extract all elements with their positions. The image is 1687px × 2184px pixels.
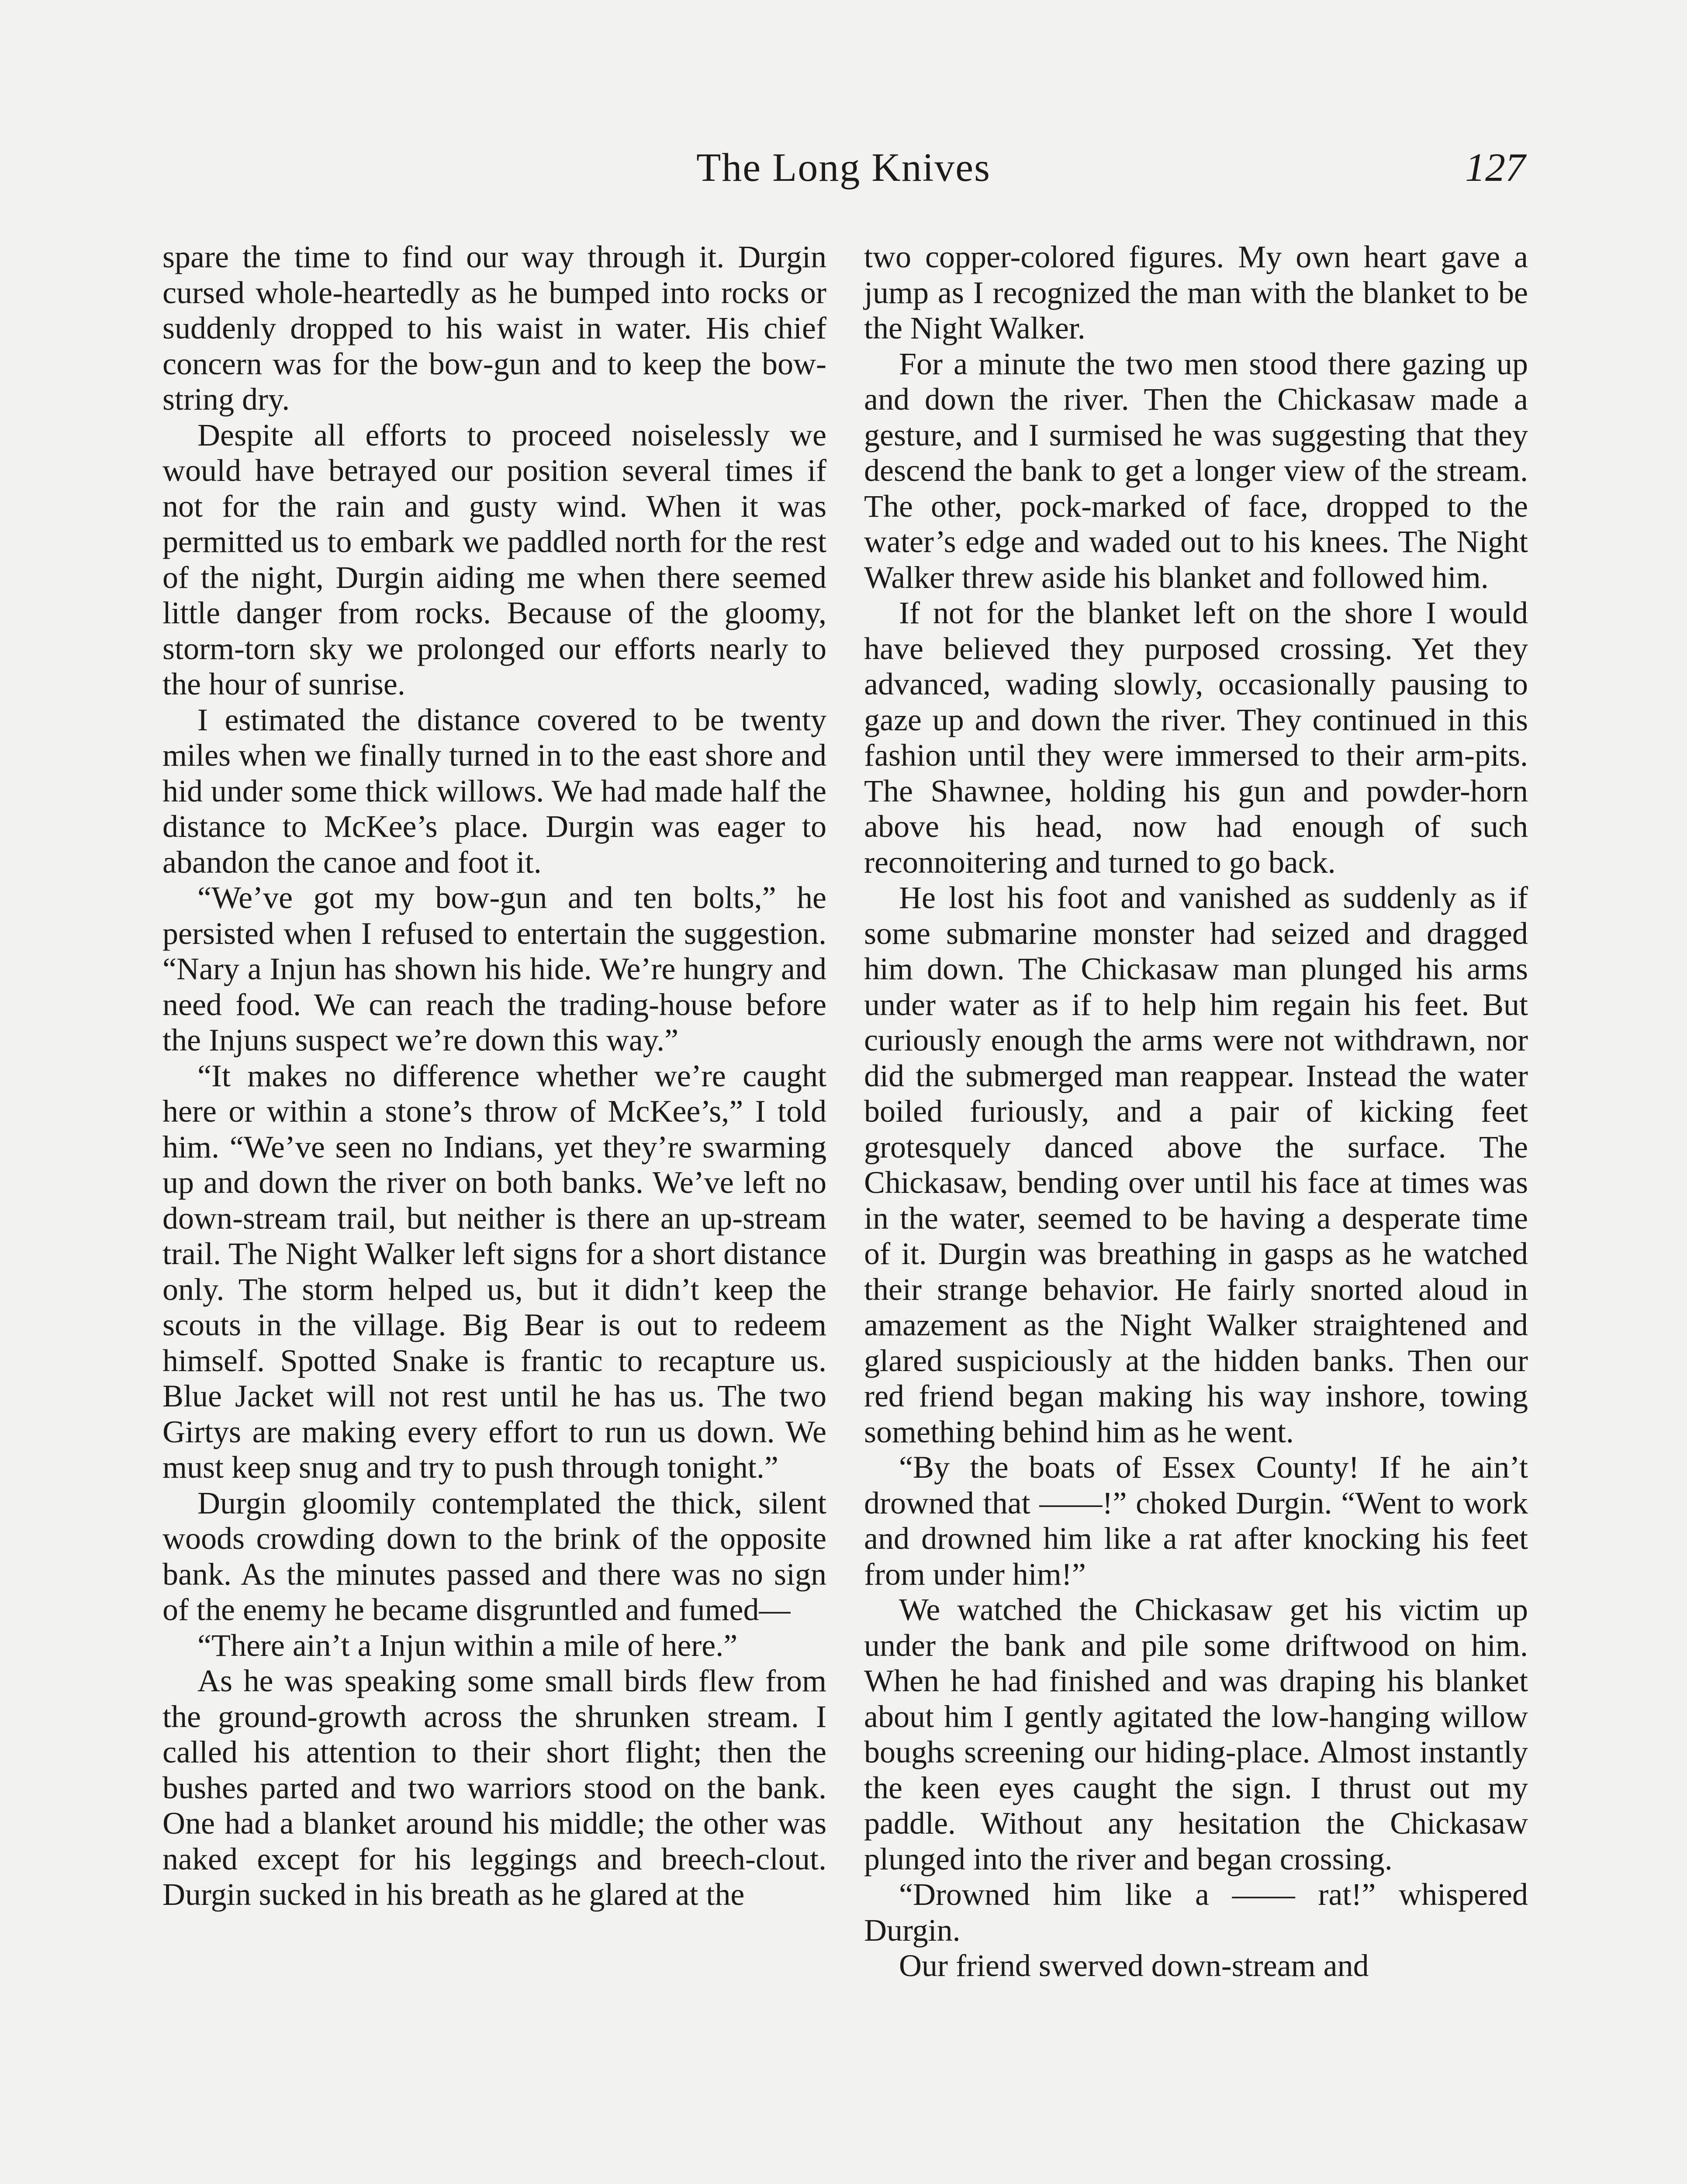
- paragraph: “There ain’t a Injun within a mile of here.”: [197, 1628, 738, 1663]
- left-column: [162, 239, 826, 2184]
- paragraph: Our friend swerved down-stream and: [899, 1948, 1369, 1983]
- page-header: [0, 144, 1687, 197]
- page-number: 127: [1465, 145, 1525, 190]
- paragraph: If not for the blanket left on the shore I would have believed they purposed crossing. Yet they advanced, wading slowly, occasionally pausing to gaze up and down the river. They continued in this fashion until they were immersed to their arm-pits. The Shawnee, holding his gun and powder-horn above his head, now had enough of such reconnoitering and turned to go back.: [864, 595, 1528, 880]
- right-column: [864, 239, 1528, 2184]
- paragraph: Despite all efforts to proceed noiselessly we would have betrayed our position several times if not for the rain and gusty wind. When it was permitted us to embark we paddled north for the rest of the night, Durgin aiding me when there seemed little danger from rocks. Because of the gloomy, storm-torn sky we prolonged our efforts nearly to the hour of sunrise.: [162, 417, 826, 702]
- paragraph: For a minute the two men stood there gazing up and down the river. Then the Chickasaw made a gesture, and I surmised he was suggesting that they descend the bank to get a longer view of the stream. The other, pock-marked of face, dropped to the water’s edge and waded out to his knees. The Night Walker threw aside his blanket and followed him.: [864, 346, 1528, 595]
- paragraph: He lost his foot and vanished as suddenly as if some submarine monster had seized and dragged him down. The Chickasaw man plunged his arms under water as if to help him regain his feet. But curiously enough the arms were not withdrawn, nor did the submerged man reappear. Instead the water boiled furiously, and a pair of kicking feet grotesquely danced above the surface. The Chickasaw, bending over until his face at times was in the water, seemed to be having a desperate time of it. Durgin was breathing in gasps as he watched their strange behavior. He fairly snorted aloud in amazement as the Night Walker straightened and glared suspiciously at the hidden banks. Then our red friend began making his way inshore, towing something behind him as he went.: [864, 880, 1528, 1449]
- paragraph: two copper-colored figures. My own heart gave a jump as I recognized the man with the blanket to be the Night Walker.: [864, 239, 1528, 346]
- paragraph: “We’ve got my bow-gun and ten bolts,” he persisted when I refused to entertain the suggestion. “Nary a Injun has shown his hide. We’re hungry and need food. We can reach the trading-house before the Injuns suspect we’re down this way.”: [162, 880, 826, 1057]
- paragraph: “Drowned him like a —— rat!” whispered Durgin.: [864, 1877, 1528, 1948]
- running-title: The Long Knives: [696, 145, 991, 190]
- paragraph: As he was speaking some small birds flew from the ground-growth across the shrunken stream. I called his attention to their short flight; then the bushes parted and two warriors stood on the bank. One had a blanket around his middle; the other was naked except for his leggings and breech-clout. Durgin sucked in his breath as he glared at the: [162, 1663, 826, 1912]
- paragraph: I estimated the distance covered to be twenty miles when we finally turned in to the east shore and hid under some thick willows. We had made half the distance to McKee’s place. Durgin was eager to abandon the canoe and foot it.: [162, 702, 826, 880]
- paragraph: Durgin gloomily contemplated the thick, silent woods crowding down to the brink of the opposite bank. As the minutes passed and there was no sign of the enemy he became disgruntled and fumed—: [162, 1485, 826, 1627]
- paragraph: spare the time to find our way through it. Durgin cursed whole-heartedly as he bumped into rocks or suddenly dropped to his waist in water. His chief concern was for the bow-gun and to keep the bow-string dry.: [162, 239, 826, 417]
- paragraph: “It makes no difference whether we’re caught here or within a stone’s throw of McKee’s,” I told him. “We’ve seen no Indians, yet they’re swarming up and down the river on both banks. We’ve left no down-stream trail, but neither is there an up-stream trail. The Night Walker left signs for a short distance only. The storm helped us, but it didn’t keep the scouts in the village. Big Bear is out to redeem himself. Spotted Snake is frantic to recapture us. Blue Jacket will not rest until he has us. The two Girtys are making every effort to run us down. We must keep snug and try to push through tonight.”: [162, 1058, 826, 1485]
- paragraph: We watched the Chickasaw get his victim up under the bank and pile some driftwood on him. When he had finished and was draping his blanket about him I gently agitated the low-hanging willow boughs screening our hiding-place. Almost instantly the keen eyes caught the sign. I thrust out my paddle. Without any hesitation the Chickasaw plunged into the river and began crossing.: [864, 1592, 1528, 1876]
- paragraph: “By the boats of Essex County! If he ain’t drowned that ——!” choked Durgin. “Went to work and drowned him like a rat after knocking his feet from under him!”: [864, 1450, 1528, 1592]
